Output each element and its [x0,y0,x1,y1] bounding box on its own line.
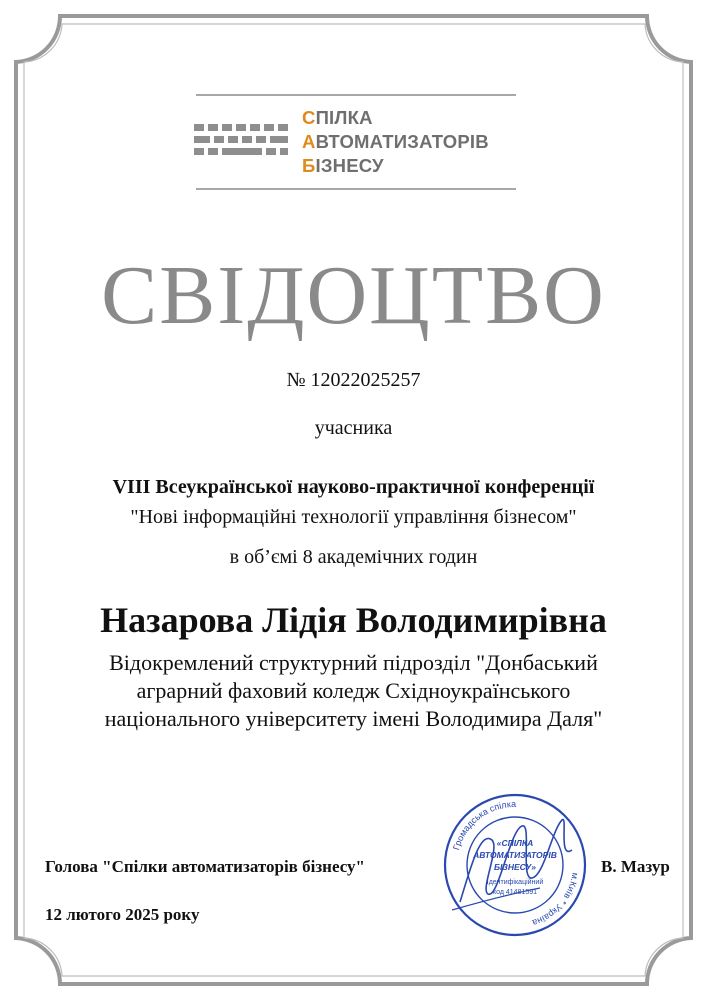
seal-ring-text: Громадська спілка [451,798,517,852]
signatory-name: В. Мазур [601,857,670,876]
logo-line-2 [302,130,489,154]
logo-initial: Б [302,155,316,176]
hours-volume: в об’ємі 8 академічних годин [229,546,478,568]
seal-id-label: Ідентифікаційний [486,879,544,886]
certificate-number: № 12022025257 [286,369,421,391]
logo-word: ІЗНЕСУ [315,155,384,176]
participant-role: учасника [314,417,393,439]
certificate-title: СВІДОЦТВО [101,249,606,342]
logo-word: ПІЛКА [315,107,373,128]
seal-ring-text: м.Київ * Україна [531,871,581,929]
signatory-position: Голова "Спілки автоматизаторів бізнесу" [45,857,365,876]
seal-id-code: код 41481591 [492,889,538,896]
logo-initial: А [302,131,316,152]
issue-date: 12 лютого 2025 року [45,905,200,924]
logo-line-1 [302,106,489,130]
logo-line-3 [302,154,489,178]
seal-center-text: АВТОМАТИЗАТОРІВ [473,850,557,860]
participant-organization [0,649,707,733]
official-seal [440,790,590,940]
organization-line: Відокремлений структурний підрозділ "Донбаський [109,650,598,675]
conference-name: VIII Всеукраїнської науково-практичної конференції [112,476,595,498]
organization-line: національного університету імені Володимира Даля" [104,706,603,731]
organization-line: аграрний фаховий коледж Східноукраїнського [136,678,571,703]
seal-center-text: «СПІЛКА [496,838,534,848]
logo-bottom-line [196,188,516,190]
organization-logo [190,102,530,182]
participant-name: Назарова Лідія Володимирівна [100,600,607,640]
keyboard-logo-icon [192,114,292,170]
logo-word: ВТОМАТИЗАТОРІВ [315,131,489,152]
logo-top-line [196,94,516,96]
logo-initial: С [302,107,316,128]
seal-center-text: БІЗНЕСУ» [494,862,536,872]
logo-text [302,106,489,178]
conference-theme: "Нові інформаційні технології управління бізнесом" [130,506,577,528]
